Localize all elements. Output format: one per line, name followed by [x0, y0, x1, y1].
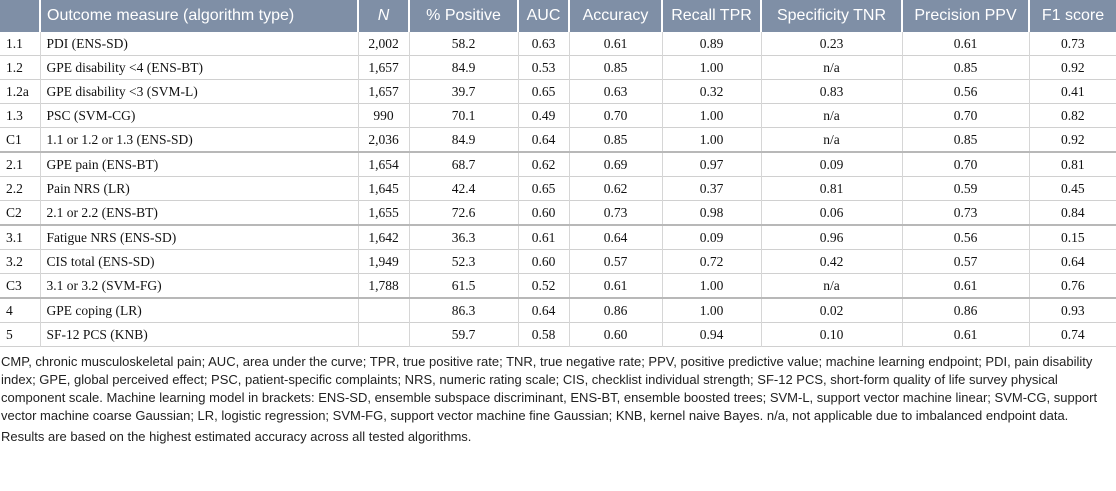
row-id: 3.1 [0, 225, 40, 250]
specificity-value: n/a [761, 128, 902, 153]
row-id: 5 [0, 323, 40, 347]
n-value: 2,002 [358, 32, 409, 56]
recall-value: 0.72 [662, 250, 761, 274]
outcome-measure: SF-12 PCS (KNB) [40, 323, 358, 347]
outcome-measure: 2.1 or 2.2 (ENS-BT) [40, 201, 358, 226]
percent-positive: 36.3 [409, 225, 518, 250]
f1-value: 0.41 [1060, 83, 1085, 99]
accuracy-value: 0.64 [569, 225, 662, 250]
n-value: 2,036 [358, 128, 409, 153]
table-row [0, 128, 1116, 153]
row-id: C3 [0, 274, 40, 299]
auc-value: 0.58 [518, 323, 569, 347]
outcome-measure: Fatigue NRS (ENS-SD) [40, 225, 358, 250]
percent-positive: 84.9 [409, 128, 518, 153]
table-row [0, 250, 1116, 274]
recall-value: 1.00 [662, 298, 761, 323]
n-value [358, 323, 409, 347]
specificity-value: n/a [761, 274, 902, 299]
accuracy-value: 0.60 [569, 323, 662, 347]
percent-positive: 86.3 [409, 298, 518, 323]
auc-value: 0.62 [518, 152, 569, 177]
header-n [358, 0, 409, 32]
precision-value: 0.56 [902, 225, 1029, 250]
precision-value: 0.56 [902, 80, 1029, 104]
header-f1-score: F1 score [1029, 0, 1116, 32]
percent-positive: 70.1 [409, 104, 518, 128]
percent-positive: 42.4 [409, 177, 518, 201]
table-body [0, 32, 1116, 347]
row-id: 2.1 [0, 152, 40, 177]
f1-value: 0.82 [1060, 107, 1085, 123]
f1-value: 0.92 [1060, 131, 1085, 147]
recall-value: 0.37 [662, 177, 761, 201]
specificity-value: n/a [761, 56, 902, 80]
auc-value: 0.52 [518, 274, 569, 299]
outcome-measure: PSC (SVM-CG) [40, 104, 358, 128]
n-value: 1,788 [358, 274, 409, 299]
precision-value: 0.85 [902, 56, 1029, 80]
row-id: 1.2a [0, 80, 40, 104]
specificity-value: 0.09 [761, 152, 902, 177]
recall-value: 0.94 [662, 323, 761, 347]
accuracy-value: 0.73 [569, 201, 662, 226]
auc-value: 0.65 [518, 80, 569, 104]
auc-value: 0.63 [518, 32, 569, 56]
n-value: 1,657 [358, 80, 409, 104]
precision-value: 0.86 [902, 298, 1029, 323]
row-id: 1.2 [0, 56, 40, 80]
header-row [0, 0, 1116, 32]
precision-value: 0.73 [902, 201, 1029, 226]
recall-value: 1.00 [662, 104, 761, 128]
percent-positive: 39.7 [409, 80, 518, 104]
specificity-value: 0.81 [761, 177, 902, 201]
n-value [358, 298, 409, 323]
specificity-value: 0.83 [761, 80, 902, 104]
results-note: Results are based on the highest estimated accuracy across all tested algorithms. [1, 429, 472, 444]
f1-value: 0.76 [1060, 277, 1085, 293]
accuracy-value: 0.70 [569, 104, 662, 128]
percent-positive: 84.9 [409, 56, 518, 80]
row-id: 2.2 [0, 177, 40, 201]
percent-positive: 58.2 [409, 32, 518, 56]
accuracy-value: 0.61 [569, 32, 662, 56]
outcome-measure: GPE disability <3 (SVM-L) [40, 80, 358, 104]
f1-value: 0.15 [1060, 229, 1085, 245]
table-row [0, 152, 1116, 177]
specificity-value: n/a [761, 104, 902, 128]
recall-value: 1.00 [662, 274, 761, 299]
n-value: 1,657 [358, 56, 409, 80]
f1-value: 0.73 [1060, 35, 1085, 51]
auc-value: 0.60 [518, 250, 569, 274]
specificity-value: 0.10 [761, 323, 902, 347]
recall-value: 0.98 [662, 201, 761, 226]
accuracy-value: 0.69 [569, 152, 662, 177]
table-row [0, 201, 1116, 226]
recall-value: 1.00 [662, 128, 761, 153]
row-id: 3.2 [0, 250, 40, 274]
f1-value: 0.92 [1060, 59, 1085, 75]
table-row [0, 323, 1116, 347]
n-value: 1,642 [358, 225, 409, 250]
header-percent-positive: % Positive [409, 0, 518, 32]
row-id: 1.1 [0, 32, 40, 56]
n-value: 1,645 [358, 177, 409, 201]
precision-value: 0.61 [902, 323, 1029, 347]
outcome-measure: Pain NRS (LR) [40, 177, 358, 201]
table-row [0, 225, 1116, 250]
n-value: 1,949 [358, 250, 409, 274]
header-precision-ppv: Precision PPV [902, 0, 1029, 32]
table-row [0, 80, 1116, 104]
table-row [0, 298, 1116, 323]
recall-value: 1.00 [662, 56, 761, 80]
table-footnotes [0, 353, 1113, 446]
outcome-measure: PDI (ENS-SD) [40, 32, 358, 56]
n-value: 1,655 [358, 201, 409, 226]
percent-positive: 52.3 [409, 250, 518, 274]
row-id: C1 [0, 128, 40, 153]
precision-value: 0.61 [902, 274, 1029, 299]
accuracy-value: 0.86 [569, 298, 662, 323]
f1-value: 0.64 [1060, 253, 1085, 269]
outcome-measure: 3.1 or 3.2 (SVM-FG) [40, 274, 358, 299]
f1-value: 0.45 [1060, 180, 1085, 196]
abbreviations-note: CMP, chronic musculoskeletal pain; AUC, area under the curve; TPR, true positive rate; TNR, true negative rate; PPV, positive predictive value; machine learning endpoint; PDI, pain disability index; GPE, global perceived effect; PSC, patient-specific complaints; NRS, numeric rating scale; CIS, checklist individual strength; SF-12 PCS, short-form quality of life survey physical component scale. Machine learning model in brackets: ENS-SD, ensemble subspace discriminant, ENS-BT, ensemble boosted trees; SVM-L, support vector machine linear; SVM-CG, support vector machine coarse Gaussian; LR, logistic regression; SVM-FG, support vector machine fine Gaussian; KNB, kernel naive Bayes. n/a, not applicable due to imbalanced endpoint data. [1, 354, 1098, 423]
header-outcome-measure: Outcome measure (algorithm type) [40, 0, 358, 32]
accuracy-value: 0.57 [569, 250, 662, 274]
precision-value: 0.57 [902, 250, 1029, 274]
f1-value: 0.84 [1060, 204, 1085, 220]
outcome-measure: CIS total (ENS-SD) [40, 250, 358, 274]
row-id: 1.3 [0, 104, 40, 128]
header-id [0, 0, 40, 32]
outcome-measure: 1.1 or 1.2 or 1.3 (ENS-SD) [40, 128, 358, 153]
precision-value: 0.59 [902, 177, 1029, 201]
specificity-value: 0.02 [761, 298, 902, 323]
outcome-measure: GPE disability <4 (ENS-BT) [40, 56, 358, 80]
table-row [0, 177, 1116, 201]
f1-value: 0.81 [1060, 156, 1085, 172]
specificity-value: 0.23 [761, 32, 902, 56]
table-row [0, 274, 1116, 299]
header-auc: AUC [518, 0, 569, 32]
recall-value: 0.09 [662, 225, 761, 250]
auc-value: 0.53 [518, 56, 569, 80]
table-row [0, 56, 1116, 80]
specificity-value: 0.42 [761, 250, 902, 274]
precision-value: 0.85 [902, 128, 1029, 153]
auc-value: 0.49 [518, 104, 569, 128]
accuracy-value: 0.85 [569, 128, 662, 153]
auc-value: 0.64 [518, 128, 569, 153]
precision-value: 0.70 [902, 152, 1029, 177]
percent-positive: 59.7 [409, 323, 518, 347]
specificity-value: 0.06 [761, 201, 902, 226]
auc-value: 0.61 [518, 225, 569, 250]
accuracy-value: 0.85 [569, 56, 662, 80]
f1-value: 0.74 [1060, 326, 1085, 342]
precision-value: 0.70 [902, 104, 1029, 128]
header-n-label: N [377, 7, 390, 24]
accuracy-value: 0.63 [569, 80, 662, 104]
recall-value: 0.97 [662, 152, 761, 177]
accuracy-value: 0.61 [569, 274, 662, 299]
percent-positive: 72.6 [409, 201, 518, 226]
auc-value: 0.65 [518, 177, 569, 201]
row-id: 4 [0, 298, 40, 323]
percent-positive: 68.7 [409, 152, 518, 177]
table-header [0, 0, 1116, 32]
row-id: C2 [0, 201, 40, 226]
recall-value: 0.89 [662, 32, 761, 56]
f1-value: 0.93 [1060, 302, 1085, 318]
auc-value: 0.60 [518, 201, 569, 226]
header-accuracy: Accuracy [569, 0, 662, 32]
precision-value: 0.61 [902, 32, 1029, 56]
percent-positive: 61.5 [409, 274, 518, 299]
header-specificity-tnr: Specificity TNR [761, 0, 902, 32]
outcome-measure: GPE coping (LR) [40, 298, 358, 323]
table-row [0, 104, 1116, 128]
accuracy-value: 0.62 [569, 177, 662, 201]
header-recall-tpr: Recall TPR [662, 0, 761, 32]
specificity-value: 0.96 [761, 225, 902, 250]
recall-value: 0.32 [662, 80, 761, 104]
table-row [0, 32, 1116, 56]
outcome-measure: GPE pain (ENS-BT) [40, 152, 358, 177]
n-value: 1,654 [358, 152, 409, 177]
n-value: 990 [358, 104, 409, 128]
auc-value: 0.64 [518, 298, 569, 323]
